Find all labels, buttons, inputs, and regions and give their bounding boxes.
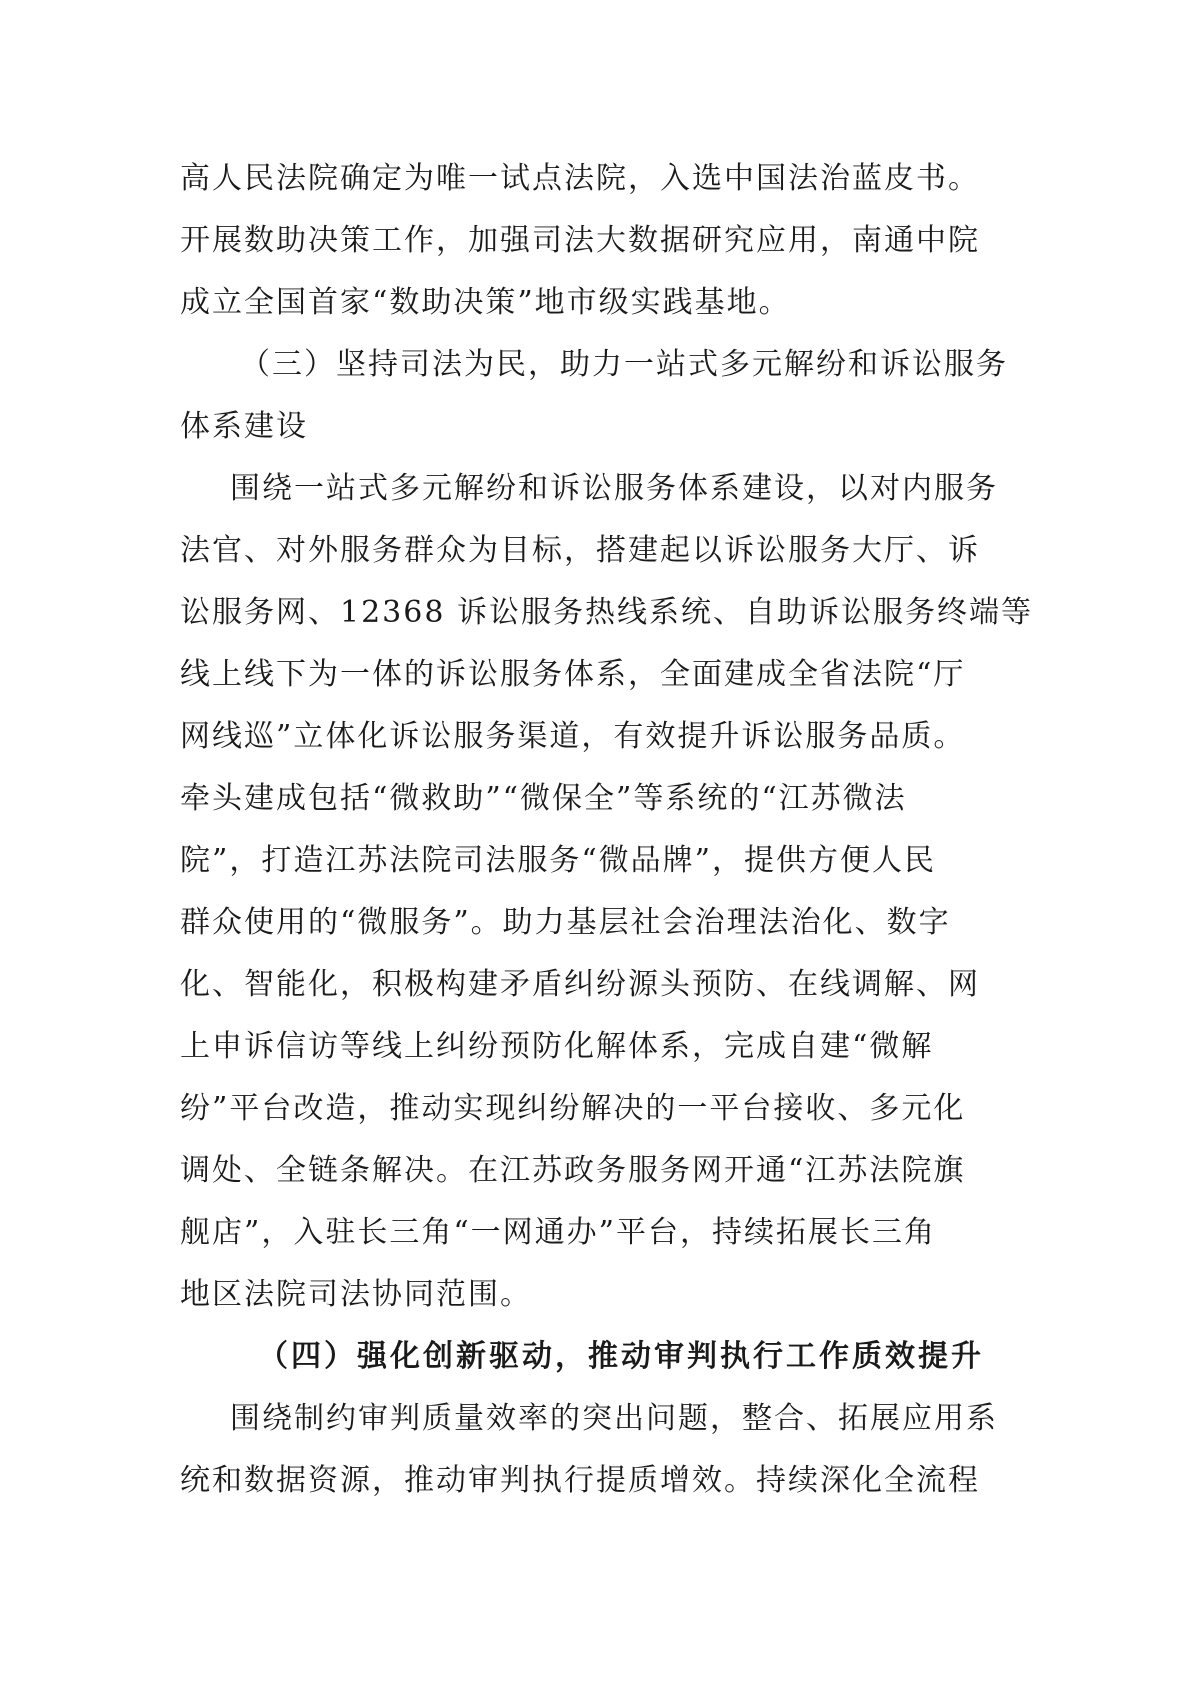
text-line: 调处、全链条解决。在江苏政务服务网开通“江苏法院旗 [180,1153,966,1188]
text-line: 成立全国首家“数助决策”地市级实践基地。 [180,285,791,320]
section-heading-3-continued: 体系建设 [180,409,308,444]
text-line: 群众使用的“微服务”。助力基层社会治理法治化、数字 [180,905,951,940]
text-line: 地区法院司法协同范围。 [180,1277,532,1312]
text-line: 法官、对外服务群众为目标，搭建起以诉讼服务大厅、诉 [180,533,980,568]
paragraph-start: 围绕制约审判质量效率的突出问题，整合、拓展应用系 [230,1401,998,1436]
text-line: 线上线下为一体的诉讼服务体系，全面建成全省法院“厅 [180,657,966,692]
text-line: 纷”平台改造，推动实现纠纷解决的一平台接收、多元化 [180,1091,966,1126]
text-line: 讼服务网、12368 诉讼服务热线系统、自助诉讼服务终端等 [180,595,1033,630]
text-line: 高人民法院确定为唯一试点法院，入选中国法治蓝皮书。 [180,161,980,196]
document-body [180,148,1033,1512]
text-line: 统和数据资源，推动审判执行提质增效。持续深化全流程 [180,1463,980,1498]
text-line: 院”，打造江苏法院司法服务“微品牌”，提供方便人民 [180,843,937,878]
text-line: 舰店”，入驻长三角“一网通办”平台，持续拓展长三角 [180,1215,937,1250]
text-line: 上申诉信访等线上纠纷预防化解体系，完成自建“微解 [180,1029,934,1064]
text-line: 开展数助决策工作，加强司法大数据研究应用，南通中院 [180,223,980,258]
section-heading-4: （四）强化创新驱动，推动审判执行工作质效提升 [258,1339,984,1374]
text-line: 化、智能化，积极构建矛盾纠纷源头预防、在线调解、网 [180,967,980,1002]
text-line: 网线巡”立体化诉讼服务渠道，有效提升诉讼服务品质。 [180,719,966,754]
paragraph-start: 围绕一站式多元解纷和诉讼服务体系建设，以对内服务 [230,471,998,506]
text-line: 牵头建成包括“微救助”“微保全”等系统的“江苏微法 [180,781,907,816]
section-heading-3: （三）坚持司法为民，助力一站式多元解纷和诉讼服务 [240,347,1008,382]
